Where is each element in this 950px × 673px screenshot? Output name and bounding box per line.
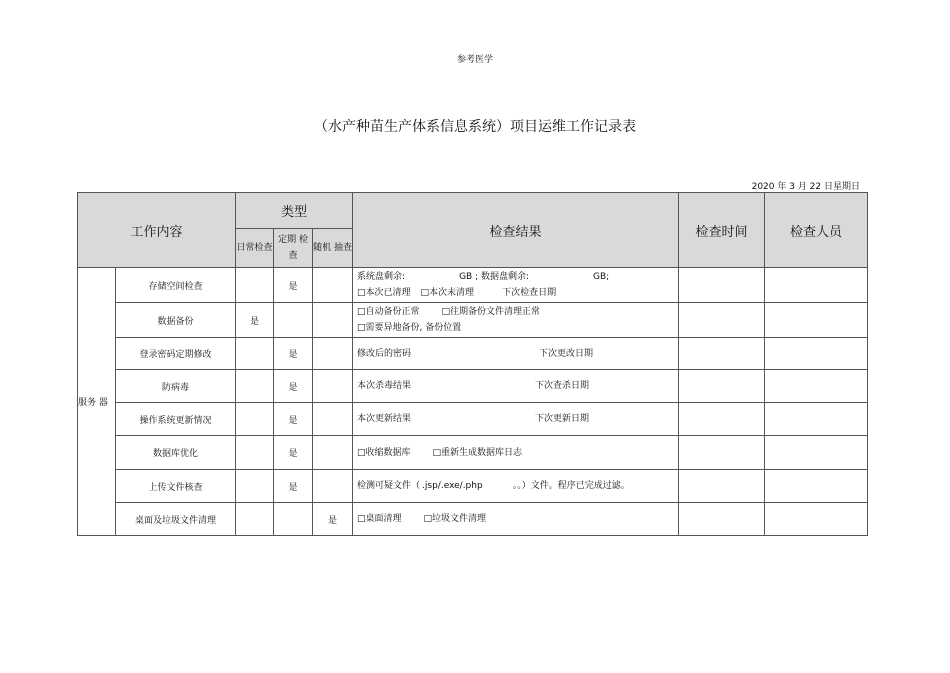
daily-cell bbox=[236, 436, 274, 470]
result-text: □桌面清理 bbox=[357, 514, 402, 524]
result-text: 下次更新日期 bbox=[535, 414, 590, 424]
periodic-cell: 是 bbox=[274, 403, 313, 436]
daily-cell bbox=[236, 370, 274, 403]
result-text: GB; bbox=[593, 272, 610, 282]
header-type: 类型 bbox=[236, 193, 353, 229]
header-random: 随机 抽查 bbox=[313, 229, 353, 268]
item-cell: 存储空间检查 bbox=[116, 268, 236, 303]
person-cell bbox=[765, 268, 868, 303]
result-text: 下次检查日期 bbox=[502, 288, 557, 298]
time-cell bbox=[679, 503, 765, 536]
person-cell bbox=[765, 338, 868, 370]
daily-cell bbox=[236, 268, 274, 303]
result-text: □收缩数据库 bbox=[357, 447, 411, 458]
result-text: □垃圾文件清理 bbox=[423, 514, 487, 524]
random-cell bbox=[313, 436, 353, 470]
result-cell bbox=[353, 268, 679, 303]
result-cell bbox=[353, 403, 679, 436]
time-cell bbox=[679, 268, 765, 303]
result-text: 系统盘剩余: bbox=[357, 272, 406, 282]
result-cell bbox=[353, 436, 679, 470]
result-text: 本次杀毒结果 bbox=[357, 381, 412, 391]
time-cell bbox=[679, 338, 765, 370]
random-cell bbox=[313, 338, 353, 370]
result-text: □需要异地备份, 备份位置 bbox=[357, 323, 462, 333]
table-row bbox=[78, 303, 868, 338]
table-row bbox=[78, 268, 868, 303]
daily-cell bbox=[236, 503, 274, 536]
daily-cell bbox=[236, 470, 274, 503]
category-cell: 服务 器 bbox=[78, 268, 116, 536]
time-cell bbox=[679, 470, 765, 503]
result-text: .jsp/.exe/.php bbox=[422, 481, 483, 491]
periodic-cell: 是 bbox=[274, 470, 313, 503]
result-text: GB ; 数据盘剩余: bbox=[459, 272, 530, 282]
table-row bbox=[78, 403, 868, 436]
periodic-cell bbox=[274, 303, 313, 338]
item-cell: 操作系统更新情况 bbox=[116, 403, 236, 436]
person-cell bbox=[765, 370, 868, 403]
result-text: 检测可疑文件（ bbox=[357, 481, 421, 491]
person-cell bbox=[765, 470, 868, 503]
result-text: 修改后的密码 bbox=[357, 348, 412, 359]
result-cell bbox=[353, 470, 679, 503]
header-result: 检查结果 bbox=[353, 193, 679, 268]
result-text: 本次更新结果 bbox=[357, 414, 412, 424]
item-cell: 桌面及垃圾文件清理 bbox=[116, 503, 236, 536]
periodic-cell: 是 bbox=[274, 268, 313, 303]
header-periodic: 定期 检查 bbox=[274, 229, 313, 268]
result-text: 下次查杀日期 bbox=[535, 381, 590, 391]
header-work-content: 工作内容 bbox=[78, 193, 236, 268]
random-cell bbox=[313, 303, 353, 338]
person-cell bbox=[765, 436, 868, 470]
random-cell bbox=[313, 268, 353, 303]
random-cell bbox=[313, 370, 353, 403]
item-cell: 防病毒 bbox=[116, 370, 236, 403]
table-row bbox=[78, 338, 868, 370]
record-date: 2020 年 3 月 22 日星期日 bbox=[751, 182, 860, 192]
random-cell bbox=[313, 403, 353, 436]
item-cell: 登录密码定期修改 bbox=[116, 338, 236, 370]
periodic-cell: 是 bbox=[274, 436, 313, 470]
person-cell bbox=[765, 503, 868, 536]
time-cell bbox=[679, 303, 765, 338]
header-daily: 日常检查 bbox=[236, 229, 274, 268]
result-text: 下次更改日期 bbox=[539, 348, 594, 359]
daily-cell: 是 bbox=[236, 303, 274, 338]
table-row bbox=[78, 436, 868, 470]
table-row bbox=[78, 503, 868, 536]
result-cell bbox=[353, 303, 679, 338]
maintenance-record-table bbox=[77, 192, 868, 536]
periodic-cell bbox=[274, 503, 313, 536]
result-cell bbox=[353, 370, 679, 403]
time-cell bbox=[679, 436, 765, 470]
random-cell bbox=[313, 470, 353, 503]
document-title: （水产种苗生产体系信息系统）项目运维工作记录表 bbox=[314, 119, 636, 135]
table-row bbox=[78, 470, 868, 503]
result-cell bbox=[353, 338, 679, 370]
header-checker: 检查人员 bbox=[765, 193, 868, 268]
item-cell: 上传文件核查 bbox=[116, 470, 236, 503]
daily-cell bbox=[236, 403, 274, 436]
result-text: □重新生成数据库日志 bbox=[432, 447, 523, 458]
item-cell: 数据库优化 bbox=[116, 436, 236, 470]
person-cell bbox=[765, 403, 868, 436]
result-text: □自动备份正常 bbox=[357, 307, 420, 317]
random-cell: 是 bbox=[313, 503, 353, 536]
periodic-cell: 是 bbox=[274, 370, 313, 403]
result-text: 。。）文件。程序已完成过滤。 bbox=[512, 481, 630, 491]
periodic-cell: 是 bbox=[274, 338, 313, 370]
person-cell bbox=[765, 303, 868, 338]
time-cell bbox=[679, 403, 765, 436]
header-check-time: 检查时间 bbox=[679, 193, 765, 268]
time-cell bbox=[679, 370, 765, 403]
daily-cell bbox=[236, 338, 274, 370]
result-text: □本次已清理 bbox=[357, 288, 411, 298]
result-cell bbox=[353, 503, 679, 536]
result-text: □本次未清理 bbox=[420, 288, 475, 298]
page-header: 参考医学 bbox=[456, 55, 493, 65]
item-cell: 数据备份 bbox=[116, 303, 236, 338]
result-text: □往期备份文件清理正常 bbox=[441, 307, 541, 317]
table-row bbox=[78, 370, 868, 403]
